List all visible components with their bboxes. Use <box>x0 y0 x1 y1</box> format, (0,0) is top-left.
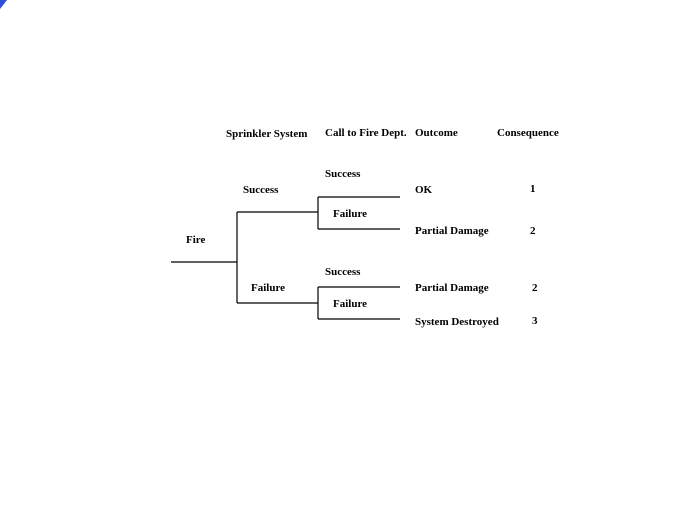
call-bottom-failure-label: Failure <box>333 298 368 310</box>
header-consequence: Consequence <box>497 127 559 139</box>
outcome-label-1: OK <box>415 184 433 196</box>
header-outcome: Outcome <box>415 127 458 139</box>
consequence-value-4: 3 <box>532 315 538 327</box>
outcome-label-2: Partial Damage <box>415 225 489 237</box>
sprinkler-success-label: Success <box>243 184 279 196</box>
outcome-label-4: System Destroyed <box>415 316 499 328</box>
consequence-value-1: 1 <box>530 183 536 195</box>
call-bottom-success-label: Success <box>325 266 361 278</box>
header-call-fire-dept: Call to Fire Dept. <box>325 127 407 139</box>
consequence-value-2: 2 <box>530 225 536 237</box>
outcome-label-3: Partial Damage <box>415 282 489 294</box>
header-sprinkler-system: Sprinkler System <box>226 128 308 140</box>
call-top-failure-label: Failure <box>333 208 368 220</box>
sprinkler-failure-label: Failure <box>251 282 286 294</box>
consequence-value-3: 2 <box>532 282 538 294</box>
call-top-success-label: Success <box>325 168 361 180</box>
root-fire-label: Fire <box>186 234 206 246</box>
